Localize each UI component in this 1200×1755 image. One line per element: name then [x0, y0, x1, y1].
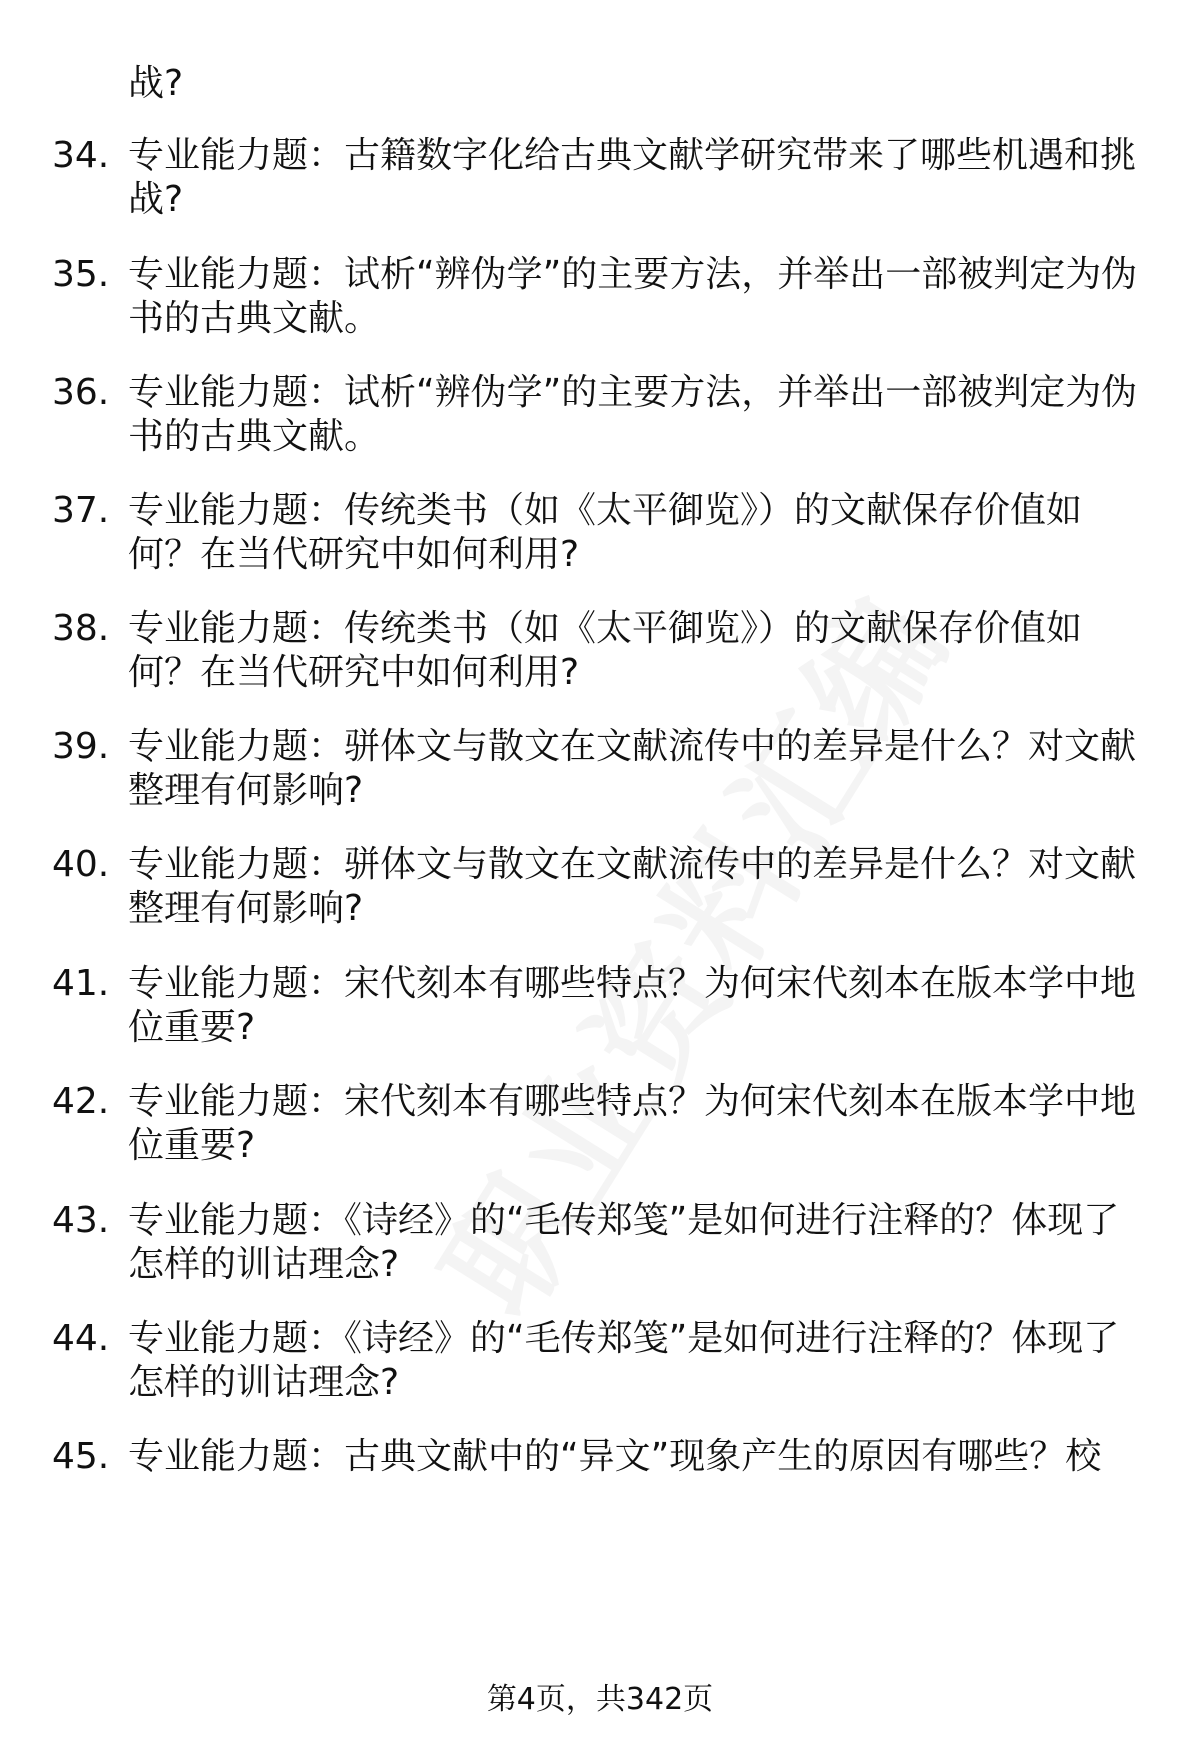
question-number: 37. — [52, 490, 110, 531]
question-text: 专业能力题：宋代刻本有哪些特点？为何宋代刻本在版本学中地位重要? — [128, 1081, 1137, 1166]
page-number-footer: 第4页，共342页 — [486, 1682, 714, 1717]
question-number: 35. — [52, 254, 110, 295]
question-text: 专业能力题：试析“辨伪学”的主要方法，并举出一部被判定为伪书的古典文献。 — [128, 372, 1138, 457]
question-text: 专业能力题：古典文献中的“异文”现象产生的原因有哪些？校 — [128, 1436, 1102, 1477]
question-text: 专业能力题：传统类书（如《太平御览》）的文献保存价值如何？在当代研究中如何利用? — [128, 490, 1083, 575]
question-number: 43. — [52, 1200, 110, 1241]
continuation-text: 战? — [128, 63, 184, 104]
question-text: 专业能力题：古籍数字化给古典文献学研究带来了哪些机遇和挑战? — [128, 135, 1137, 220]
question-number: 39. — [52, 726, 110, 767]
question-number: 38. — [52, 608, 110, 649]
question-text: 专业能力题：《诗经》的“毛传郑笺”是如何进行注释的？体现了怎样的训诂理念? — [128, 1318, 1120, 1403]
question-text: 专业能力题：试析“辨伪学”的主要方法，并举出一部被判定为伪书的古典文献。 — [128, 254, 1138, 339]
question-number: 44. — [52, 1318, 110, 1359]
question-text: 专业能力题：骈体文与散文在文献流传中的差异是什么？对文献整理有何影响? — [128, 726, 1137, 811]
question-number: 40. — [52, 844, 110, 885]
question-number: 34. — [52, 135, 110, 176]
question-text: 专业能力题：宋代刻本有哪些特点？为何宋代刻本在版本学中地位重要? — [128, 963, 1137, 1048]
question-text: 专业能力题：《诗经》的“毛传郑笺”是如何进行注释的？体现了怎样的训诂理念? — [128, 1200, 1120, 1285]
question-text: 专业能力题：传统类书（如《太平御览》）的文献保存价值如何？在当代研究中如何利用? — [128, 608, 1083, 693]
question-number: 41. — [52, 963, 110, 1004]
question-number: 45. — [52, 1436, 110, 1477]
question-number: 36. — [52, 372, 110, 413]
question-text: 专业能力题：骈体文与散文在文献流传中的差异是什么？对文献整理有何影响? — [128, 844, 1137, 929]
question-number: 42. — [52, 1081, 110, 1122]
